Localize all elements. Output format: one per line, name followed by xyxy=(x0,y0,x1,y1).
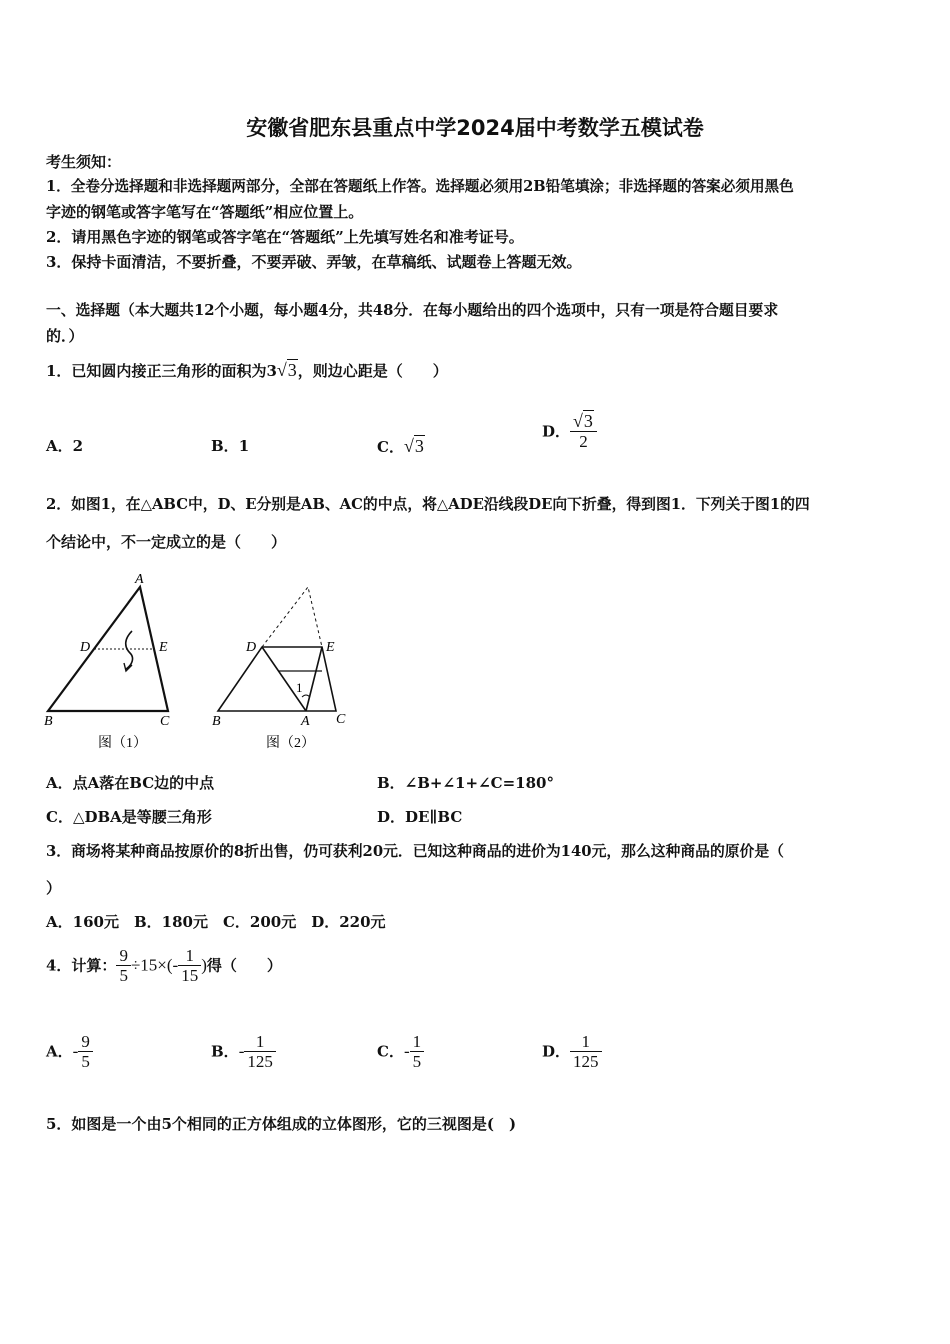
figure-2 xyxy=(212,587,346,751)
q4-option-c xyxy=(377,1032,424,1071)
fig2-label-e: E xyxy=(326,640,335,655)
question-5-stem: 5．如图是一个由5个相同的正方体组成的立体图形，它的三视图是( ) xyxy=(46,1115,517,1133)
q2-option-c: C．△DBA是等腰三角形 xyxy=(46,808,212,826)
q4-option-d xyxy=(542,1032,602,1071)
q3-options: A．160元 B．180元 C．200元 D．220元 xyxy=(46,913,386,931)
q4-d-fraction xyxy=(570,1032,602,1071)
fig1-label-c: C xyxy=(160,714,170,729)
fig2-label-a: A xyxy=(301,714,310,729)
q2-option-b: B．∠B+∠1+∠C=180° xyxy=(377,774,554,792)
q4-d-denominator: 125 xyxy=(570,1051,602,1071)
q4-c-numerator: 1 xyxy=(412,1032,422,1051)
fig2-label-d: D xyxy=(246,640,257,655)
figure-1 xyxy=(44,572,170,751)
fig1-label-b: B xyxy=(44,714,53,729)
q4-expression-mid: ÷15×(- xyxy=(130,955,179,975)
q4-b-label: B． xyxy=(211,1042,239,1061)
notice-line-1a: 1．全卷分选择题和非选择题两部分，全部在答题纸上作答。选择题必须用2B铅笔填涂；非选择题的答案必须用黑色 xyxy=(46,178,794,195)
q4-b-fraction xyxy=(244,1032,276,1071)
section-heading-line-1: 一、选择题（本大题共12个小题，每小题4分，共48分．在每小题给出的四个选项中，只有一项是符合题目要求 xyxy=(46,302,779,319)
notice-line-1b: 字迹的钢笔或答字笔写在“答题纸”相应位置上。 xyxy=(46,203,364,221)
q1-stem-prefix: 1．已知圆内接正三角形的面积为3 xyxy=(46,362,277,380)
q1-c-label: C． xyxy=(377,438,404,456)
fig1-label-e: E xyxy=(159,640,168,655)
q4-b-sign: - xyxy=(238,1041,245,1061)
fig1-label-a: A xyxy=(135,572,144,587)
q1-option-d xyxy=(542,412,597,451)
q4-option-a xyxy=(46,1032,93,1071)
q4-a-numerator: 9 xyxy=(81,1032,90,1051)
q1-option-b xyxy=(211,436,249,456)
q4-f2-denominator: 15 xyxy=(178,965,201,985)
q4-option-b xyxy=(211,1032,276,1071)
fig2-trapezoid xyxy=(218,647,336,711)
q4-c-label: C． xyxy=(377,1042,404,1061)
notice-heading: 考生须知： xyxy=(46,153,122,171)
fig1-label-d: D xyxy=(80,640,91,655)
q4-a-fraction xyxy=(78,1032,93,1071)
q4-c-fraction xyxy=(410,1032,425,1071)
q1-b-value: 1 xyxy=(238,437,250,455)
q4-c-sign: - xyxy=(403,1041,410,1061)
fig2-line-da xyxy=(262,647,306,711)
question-3-stem-line-2: ） xyxy=(46,879,62,897)
q4-c-denominator: 5 xyxy=(410,1051,425,1071)
q1-d-label: D． xyxy=(542,422,571,441)
notice-line-3: 3．保持卡面清洁，不要折叠，不要弄破、弄皱，在草稿纸、试题卷上答题无效。 xyxy=(46,253,582,271)
fig2-line-ea xyxy=(306,647,322,711)
q2-figures xyxy=(40,565,355,755)
q4-stem-suffix: 得（ ） xyxy=(206,956,282,975)
q1-stem-suffix: ，则边心距是（ ） xyxy=(297,362,448,380)
fig1-caption: 图（1） xyxy=(98,736,147,751)
fig2-caption: 图（2） xyxy=(266,736,315,751)
q1-sqrt-arg: 3 xyxy=(287,360,297,380)
q1-c-sqrt-arg: 3 xyxy=(414,436,424,456)
fig2-label-c: C xyxy=(336,712,346,727)
q4-a-label: A． xyxy=(46,1042,73,1061)
q4-f1-denominator: 5 xyxy=(116,965,131,985)
q4-a-denominator: 5 xyxy=(78,1051,93,1071)
question-3-stem-line-1: 3．商场将某种商品按原价的8折出售，仍可获利20元．已知这种商品的进价为140元，那么这种商品的原价是（ xyxy=(46,843,784,860)
q4-b-numerator: 1 xyxy=(255,1032,265,1051)
q2-option-d: D．DE∥BC xyxy=(377,808,463,826)
q1-d-denominator: 2 xyxy=(570,431,597,451)
q1-c-sqrt: √3 xyxy=(403,436,424,456)
q4-stem-prefix: 4．计算： xyxy=(46,956,117,975)
q4-expression-close: ) xyxy=(201,955,207,975)
q1-option-c xyxy=(377,436,425,457)
q1-d-num-arg: 3 xyxy=(583,411,593,431)
q4-b-denominator: 125 xyxy=(244,1051,276,1071)
question-4-stem xyxy=(46,946,282,985)
q4-f2-numerator: 1 xyxy=(185,946,194,965)
q4-d-label: D． xyxy=(542,1042,571,1061)
q4-a-sign: - xyxy=(72,1041,79,1061)
q4-f1-numerator: 9 xyxy=(119,946,128,965)
question-1-stem xyxy=(46,360,448,381)
q2-option-a: A．点A落在BC边的中点 xyxy=(46,774,215,792)
q1-a-value: 2 xyxy=(72,437,84,455)
q1-d-numerator: √3 xyxy=(573,411,593,431)
question-2-stem-line-1: 2．如图1，在△ABC中，D、E分别是AB、AC的中点，将△ADE沿线段DE向下折叠，得到图1．下列关于图1的四 xyxy=(46,496,810,513)
question-2-stem-line-2: 个结论中，不一定成立的是（ ） xyxy=(46,533,287,551)
section-heading-line-2: 的．） xyxy=(46,327,84,345)
fig1-fold-arrow xyxy=(126,631,133,669)
q1-option-a xyxy=(46,436,83,456)
q1-b-label: B． xyxy=(211,437,239,455)
fig2-angle-label: 1 xyxy=(296,680,303,695)
q1-sqrt: √3 xyxy=(276,360,297,380)
fig2-label-b: B xyxy=(212,714,221,729)
q4-d-numerator: 1 xyxy=(581,1032,591,1051)
page-title: 安徽省肥东县重点中学2024届中考数学五模试卷 xyxy=(246,116,704,140)
q1-d-fraction xyxy=(570,412,597,451)
q4-fraction-2 xyxy=(178,946,201,985)
q1-a-label: A． xyxy=(46,437,73,455)
notice-line-2: 2．请用黑色字迹的钢笔或答字笔在“答题纸”上先填写姓名和准考证号。 xyxy=(46,228,524,246)
fig2-dashed-original xyxy=(262,587,322,647)
q4-fraction-1 xyxy=(116,946,131,985)
